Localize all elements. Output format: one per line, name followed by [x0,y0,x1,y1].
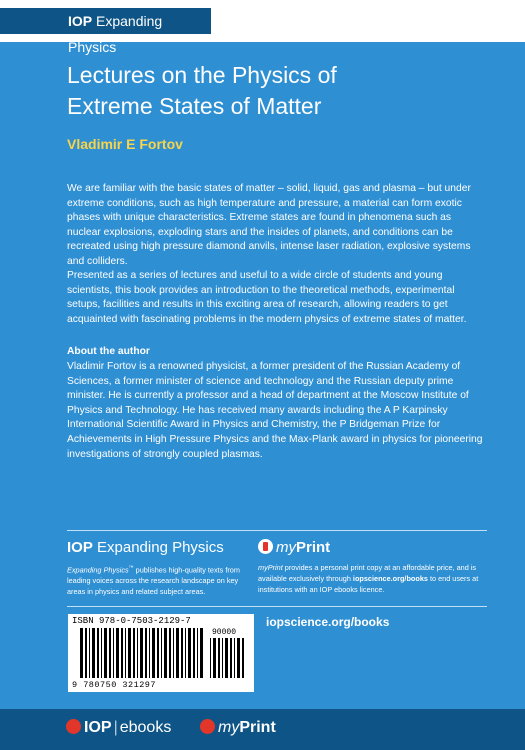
footer-my: my [218,719,240,736]
barcode-bar [230,638,232,678]
barcode-bar [137,628,138,678]
barcode-bar [185,628,186,678]
barcode-bar [97,628,99,678]
barcode-bar [92,628,95,678]
myprint-dot-icon [200,719,215,734]
book-title-line-1: Lectures on the Physics of [67,62,337,88]
barcode-bar [133,628,135,678]
barcode-bar [116,628,119,678]
series-header [0,0,525,55]
barcode-bar [101,628,102,678]
barcode-bar [197,628,198,678]
myprint-logo-my: my [276,539,296,556]
book-title [67,60,487,122]
series-name: Expanding Physics [68,13,163,55]
barcode-bar [113,628,114,678]
barcode-bar [125,628,126,678]
barcode-bar [176,628,179,678]
addon-barcode-bars [210,638,248,678]
barcode-bar [218,638,220,678]
isbn-number: ISBN 978-0-7503-2129-7 [72,616,191,626]
series-logo [0,8,211,55]
barcode-bar [161,628,162,678]
myprint-logo-print: Print [296,539,331,556]
barcode-bar [164,628,167,678]
barcode-bar [157,628,159,678]
footer-ebooks: ebooks [119,719,172,736]
barcode-bar [225,638,228,678]
expanding-physics-description [67,563,247,598]
barcode-bar [188,628,191,678]
barcode-bar [169,628,171,678]
barcode-bar [85,628,87,678]
ean-barcode-bars [80,628,206,678]
barcode-bar [210,638,211,678]
barcode-bar [121,628,123,678]
website-link[interactable]: iopscience.org/books [266,615,390,629]
barcode-bar [104,628,107,678]
barcode-bar [149,628,150,678]
barcode-bar [109,628,111,678]
barcode-bar [193,628,195,678]
isbn-barcode [68,614,254,692]
expanding-physics-brand: IOP [67,539,93,556]
footer-print: Print [239,719,276,736]
barcode-bar [145,628,147,678]
footer-bar [0,709,525,750]
barcode-bar [242,638,244,678]
about-author-heading: About the author [67,346,150,357]
myprint-desc-link: iopscience.org/books [352,573,428,583]
barcode-bar [128,628,131,678]
blurb-paragraph-1: We are familiar with the basic states of matter – solid, liquid, gas and plasma – but under extreme conditions, such as high temperature and pressure, a material can form exotic phases with unique characteristics. Extreme states are found in phenomena such as nuclear explosions, exploding stars and the insides of planets, and conditions can be recreated using high pressure diamond anvils, intense laser radiation, explosive systems and colliders. [67,183,471,267]
footer-myprint-logo [200,719,276,737]
barcode-bar [89,628,90,678]
myprint-desc-post: to end users at institutions with an IOP ebooks licence. [258,573,479,594]
footer-iop-ebooks-logo [66,719,171,737]
iop-dot-icon [66,719,81,734]
print-icon [258,539,273,554]
expanding-physics-desc-title: Expanding Physics [67,565,129,575]
book-author: Vladimir E Fortov [67,136,183,152]
barcode-bar [222,638,223,678]
book-title-line-2: Extreme States of Matter [67,93,322,119]
series-brand: IOP [68,13,93,29]
barcode-bar [237,638,240,678]
footer-separator: | [113,719,118,736]
divider-bottom [67,606,487,607]
barcode-bar [152,628,155,678]
expanding-physics-logo [67,539,224,556]
myprint-desc-pre: provides a personal print copy at an affordable price, and is available exclusively through [258,563,477,583]
barcode-bar [173,628,174,678]
barcode-addon-digits: 90000 [212,628,237,637]
expanding-physics-desc-text: publishes high-quality texts from leading voices across the research landscape on key areas in physics and related subject areas. [67,565,240,597]
expanding-physics-name: Expanding Physics [97,539,224,556]
barcode-bar [200,628,203,678]
myprint-desc-title: myPrint [258,563,283,572]
barcode-bar [140,628,143,678]
myprint-logo [258,539,330,556]
about-author-text: Vladimir Fortov is a renowned physicist, a former president of the Russian Academy of Sciences, a former minister of science and technology and the Russian deputy prime minister. He is currently a professor and a head of department at the Moscow Institute of Physics and Technology. He has received many awards including the A P Karpinsky International Scientific Award in Physics and Chemistry, the P Bridgeman Prize for Achievements in High Pressure Physics and the Max-Plank award in physics for pioneering investigations of strongly coupled plasmas. [67,361,483,460]
barcode-bar [80,628,83,678]
trademark-mark: ™ [128,565,134,571]
barcode-bar [181,628,183,678]
myprint-description [258,563,493,595]
ean-digits: 9 780750 321297 [72,680,157,690]
barcode-bar [213,638,216,678]
barcode-bar [234,638,235,678]
blurb-paragraph-2: Presented as a series of lectures and useful to a wide circle of students and young scientists, this book provides an introduction to the theoretical methods, experimental setups, facilities and results in this exciting area of research, allowing readers to get acquainted with fascinating problems in the modern physics of extreme states of matter. [67,270,467,325]
footer-iop: IOP [84,719,112,736]
divider-top [67,530,487,531]
